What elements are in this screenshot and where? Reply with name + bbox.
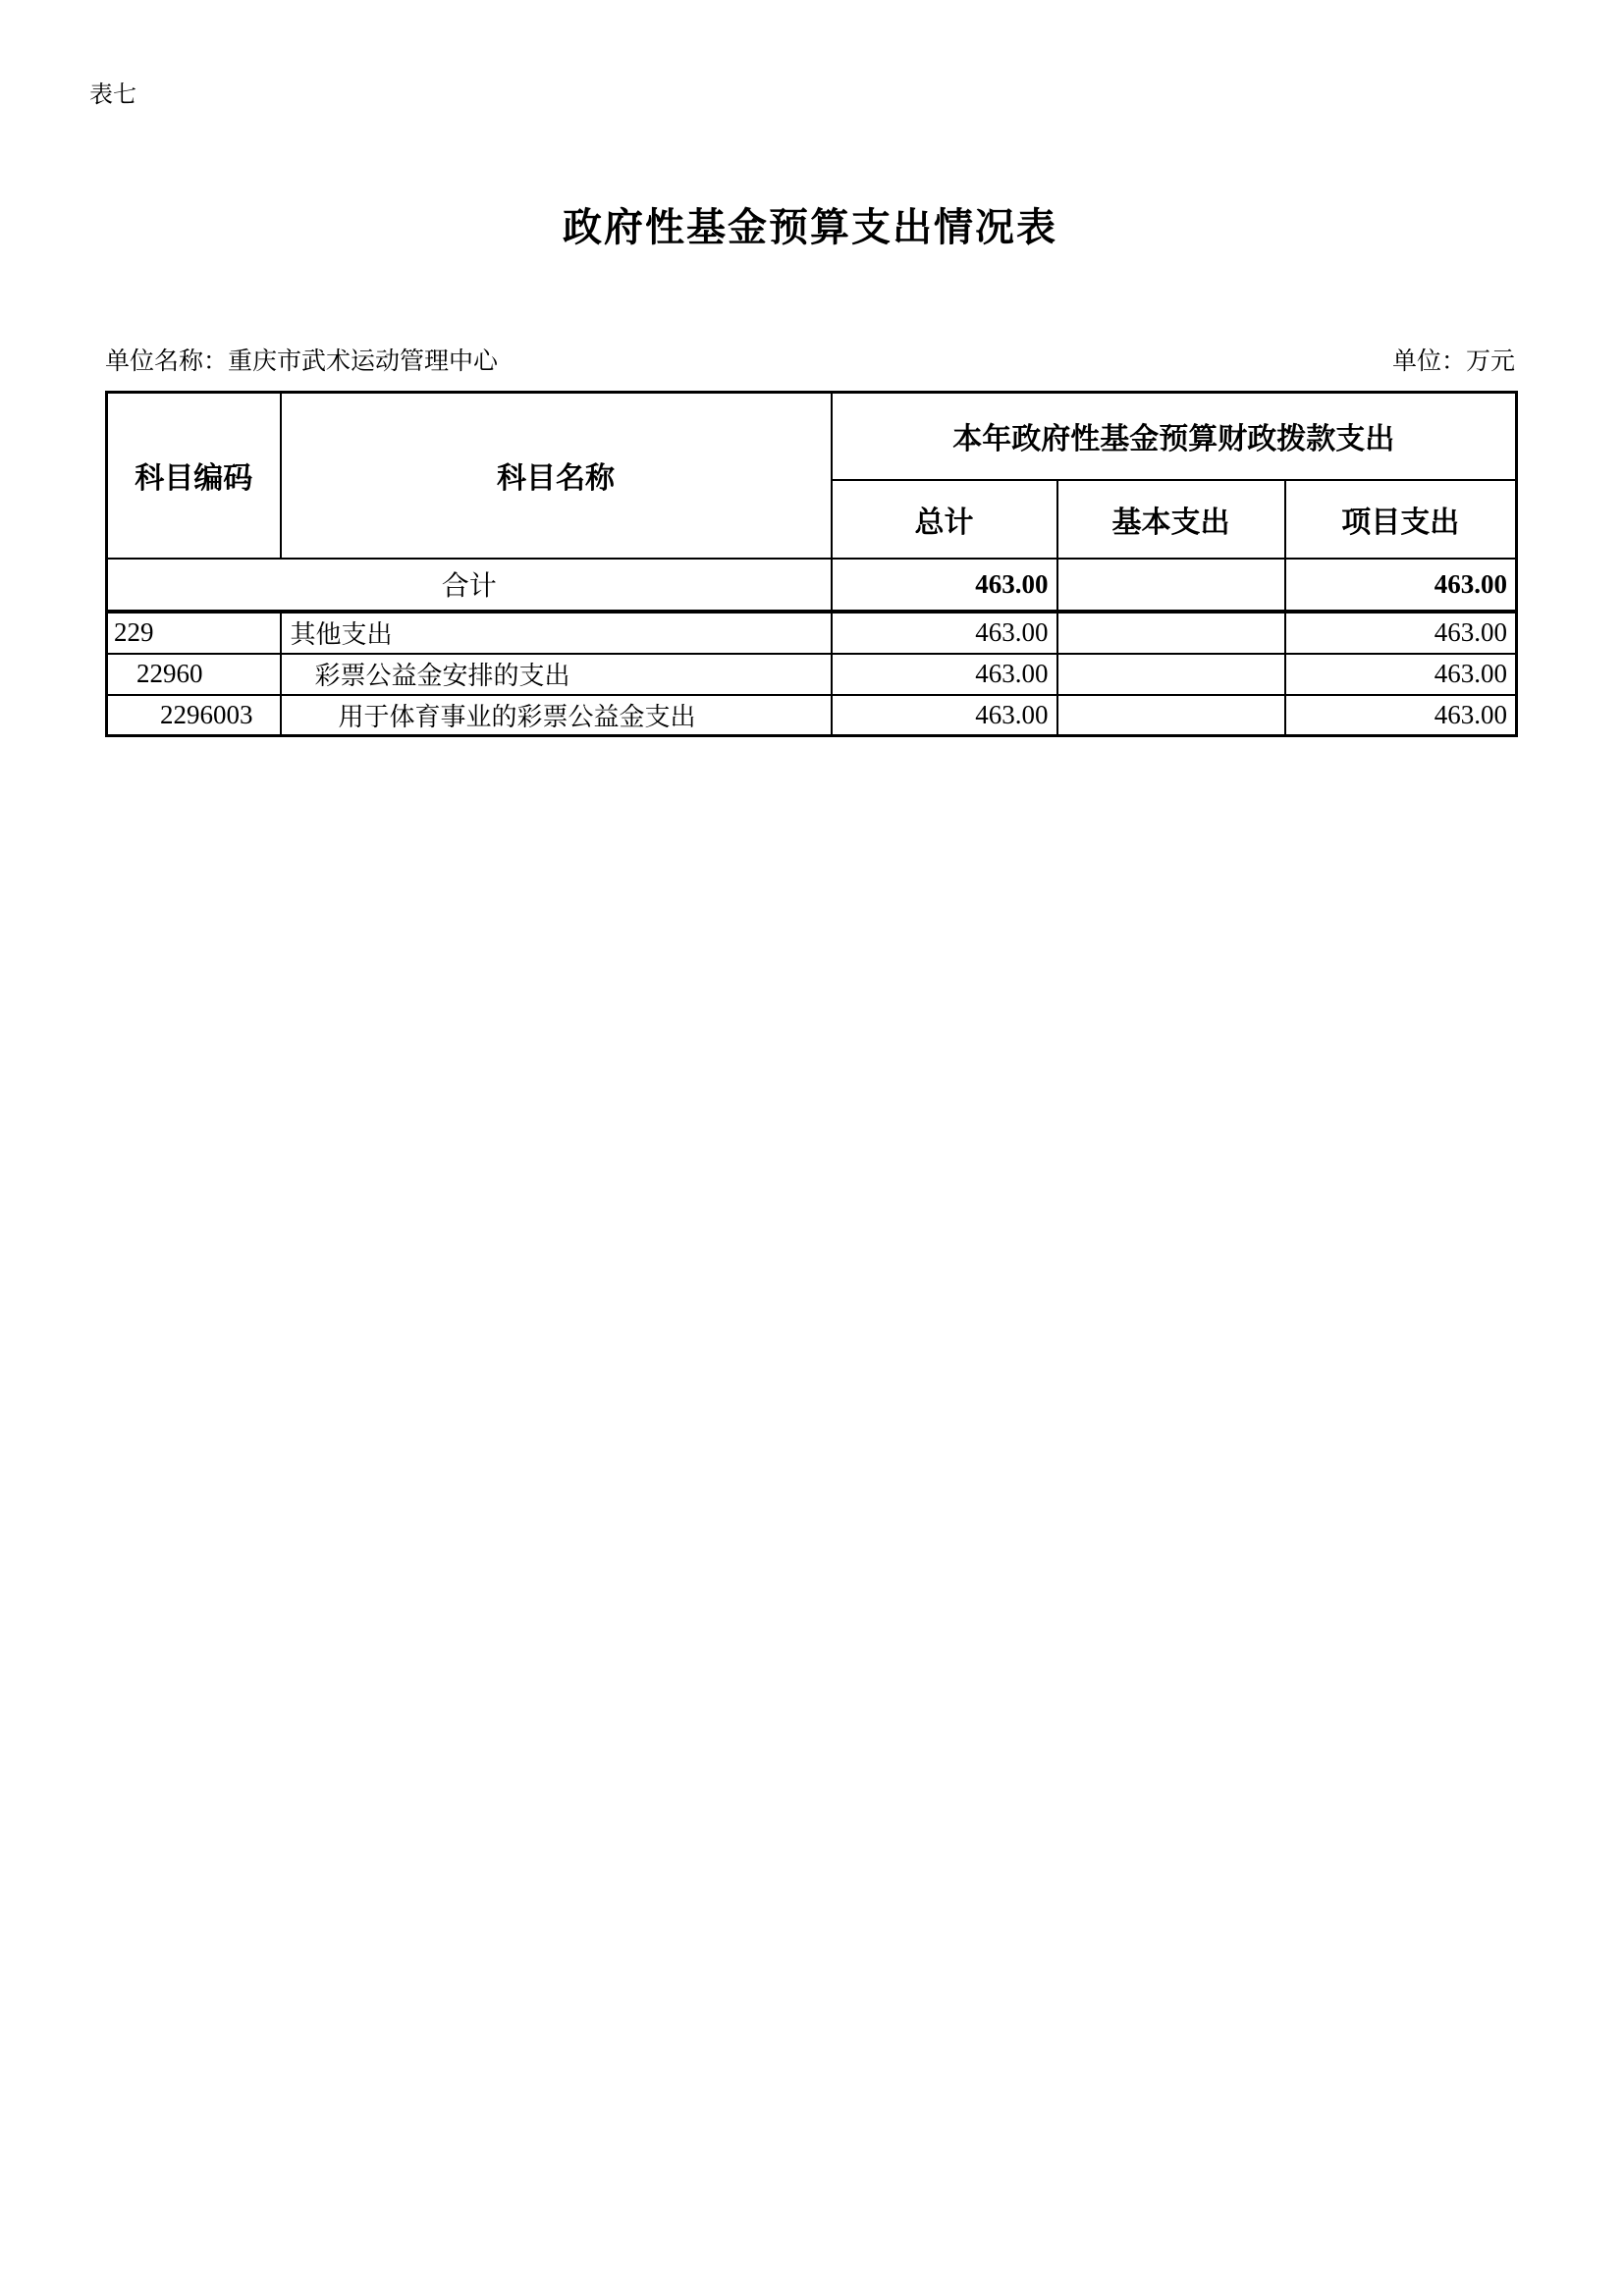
fund-budget-expenditure-table bbox=[105, 391, 1518, 737]
summary-row bbox=[107, 559, 1517, 612]
document-tag: 表七 bbox=[89, 82, 136, 108]
table-row bbox=[107, 695, 1517, 736]
row-name: 用于体育事业的彩票公益金支出 bbox=[281, 695, 832, 736]
row-total-value: 463.00 bbox=[832, 695, 1057, 736]
row-project-value: 463.00 bbox=[1285, 695, 1517, 736]
unit-label: 单位：万元 bbox=[1391, 348, 1515, 375]
summary-label: 合计 bbox=[107, 559, 832, 612]
row-total-value: 463.00 bbox=[832, 612, 1057, 654]
table-row bbox=[107, 654, 1517, 695]
unit-name-label: 单位名称：重庆市武术运动管理中心 bbox=[105, 348, 499, 375]
row-name: 其他支出 bbox=[281, 612, 832, 654]
row-basic-value bbox=[1057, 654, 1285, 695]
row-code: 2296003 bbox=[107, 695, 281, 736]
header-subject-code: 科目编码 bbox=[107, 393, 281, 559]
row-basic-value bbox=[1057, 695, 1285, 736]
summary-project-value: 463.00 bbox=[1285, 559, 1517, 612]
table-header-row-top bbox=[107, 393, 1517, 480]
header-subject-name: 科目名称 bbox=[281, 393, 832, 559]
page-title: 政府性基金预算支出情况表 bbox=[563, 205, 1057, 249]
row-total-value: 463.00 bbox=[832, 654, 1057, 695]
row-code: 229 bbox=[107, 612, 281, 654]
header-group-fund-allocation: 本年政府性基金预算财政拨款支出 bbox=[832, 393, 1517, 480]
row-name: 彩票公益金安排的支出 bbox=[281, 654, 832, 695]
header-project-expenditure: 项目支出 bbox=[1285, 480, 1517, 559]
row-code: 22960 bbox=[107, 654, 281, 695]
row-basic-value bbox=[1057, 612, 1285, 654]
header-total: 总计 bbox=[832, 480, 1057, 559]
row-project-value: 463.00 bbox=[1285, 654, 1517, 695]
table-row bbox=[107, 612, 1517, 654]
summary-basic-value bbox=[1057, 559, 1285, 612]
row-project-value: 463.00 bbox=[1285, 612, 1517, 654]
meta-row bbox=[105, 342, 1515, 377]
summary-total-value: 463.00 bbox=[832, 559, 1057, 612]
header-basic-expenditure: 基本支出 bbox=[1057, 480, 1285, 559]
